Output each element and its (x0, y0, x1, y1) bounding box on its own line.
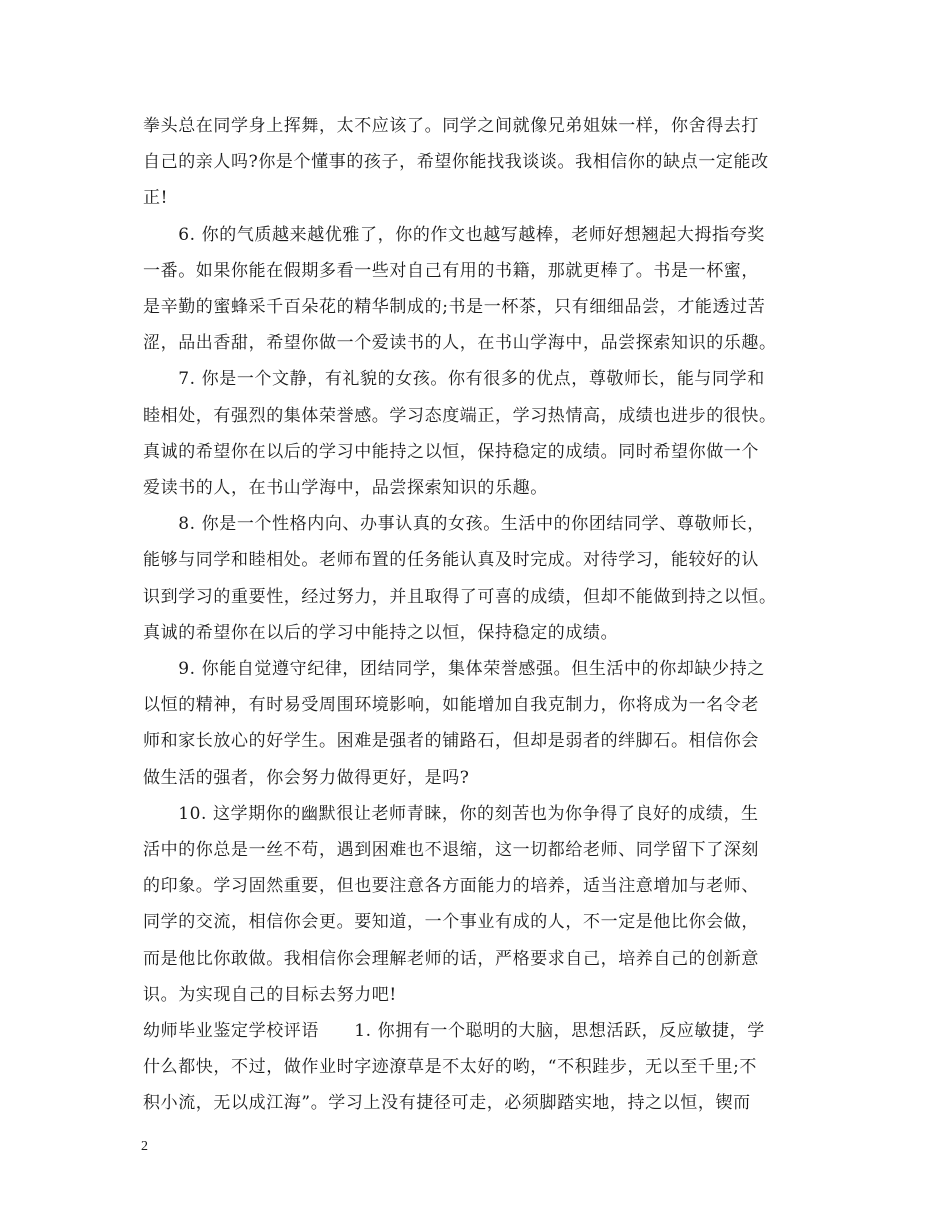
text-line: 能够与同学和睦相处。老师布置的任务能认真及时完成。对待学习，能较好的认 (143, 550, 759, 570)
text-line: 识。为实现自己的目标去努力吧! (143, 985, 397, 1005)
text-line: 识到学习的重要性，经过努力，并且取得了可喜的成绩，但却不能做到持之以恒。 (143, 587, 777, 607)
text-line: 9. 你能自觉遵守纪律，团结同学，集体荣誉感强。但生活中的你却缺少持之 (143, 659, 765, 679)
text-line: 正! (143, 188, 169, 208)
text-line: 涩，品出香甜，希望你做一个爱读书的人，在书山学海中，品尝探索知识的乐趣。 (143, 333, 777, 353)
text-line: 一番。如果你能在假期多看一些对自己有用的书籍，那就更棒了。书是一杯蜜， (143, 261, 759, 281)
text-line: 而是他比你敢做。我相信你会理解老师的话，严格要求自己，培养自己的创新意 (143, 949, 759, 969)
text-line: 活中的你总是一丝不苟，遇到困难也不退缩，这一切都给老师、同学留下了深刻 (143, 840, 759, 860)
text-line: 睦相处，有强烈的集体荣誉感。学习态度端正，学习热情高，成绩也进步的很快。 (143, 406, 777, 426)
text-line: 同学的交流，相信你会更。要知道，一个事业有成的人，不一定是他比你会做， (143, 912, 759, 932)
text-line: 自己的亲人吗?你是个懂事的孩子，希望你能找我谈谈。我相信你的缺点一定能改 (143, 152, 769, 172)
text-line: 真诚的希望你在以后的学习中能持之以恒，保持稳定的成绩。同时希望你做一个 (143, 442, 759, 462)
text-line: 以恒的精神，有时易受周围环境影响，如能增加自我克制力，你将成为一名令老 (143, 695, 759, 715)
text-line: 8. 你是一个性格内向、办事认真的女孩。生活中的你团结同学、尊敬师长， (143, 514, 765, 534)
text-line: 拳头总在同学身上挥舞，太不应该了。同学之间就像兄弟姐妹一样，你舍得去打 (143, 116, 759, 136)
text-line: 6. 你的气质越来越优雅了，你的作文也越写越棒，老师好想翘起大拇指夸奖 (143, 225, 765, 245)
text-line: 幼师毕业鉴定学校评语 1. 你拥有一个聪明的大脑，思想活跃，反应敏捷，学 (143, 1021, 765, 1041)
text-line: 师和家长放心的好学生。困难是强者的铺路石，但却是弱者的绊脚石。相信你会 (143, 731, 759, 751)
text-line: 积小流，无以成江海”。学习上没有捷径可走，必须脚踏实地，持之以恒，锲而 (143, 1093, 751, 1113)
text-line: 的印象。学习固然重要，但也要注意各方面能力的培养，适当注意增加与老师、 (143, 876, 759, 896)
text-line: 爱读书的人，在书山学海中，品尝探索知识的乐趣。 (143, 478, 548, 498)
page-number: 2 (141, 1139, 148, 1154)
text-line: 是辛勤的蜜蜂采千百朵花的精华制成的;书是一杯茶，只有细细品尝，才能透过苦 (143, 297, 766, 317)
text-line: 真诚的希望你在以后的学习中能持之以恒，保持稳定的成绩。 (143, 623, 619, 643)
text-line: 7. 你是一个文静，有礼貌的女孩。你有很多的优点，尊敬师长，能与同学和 (143, 369, 765, 389)
text-line: 10. 这学期你的幽默很让老师青睐，你的刻苦也为你争得了良好的成绩，生 (143, 804, 759, 824)
text-line: 什么都快，不过，做作业时字迹潦草是不太好的哟，“不积跬步，无以至千里;不 (143, 1057, 758, 1077)
text-line: 做生活的强者，你会努力做得更好，是吗? (143, 768, 470, 788)
